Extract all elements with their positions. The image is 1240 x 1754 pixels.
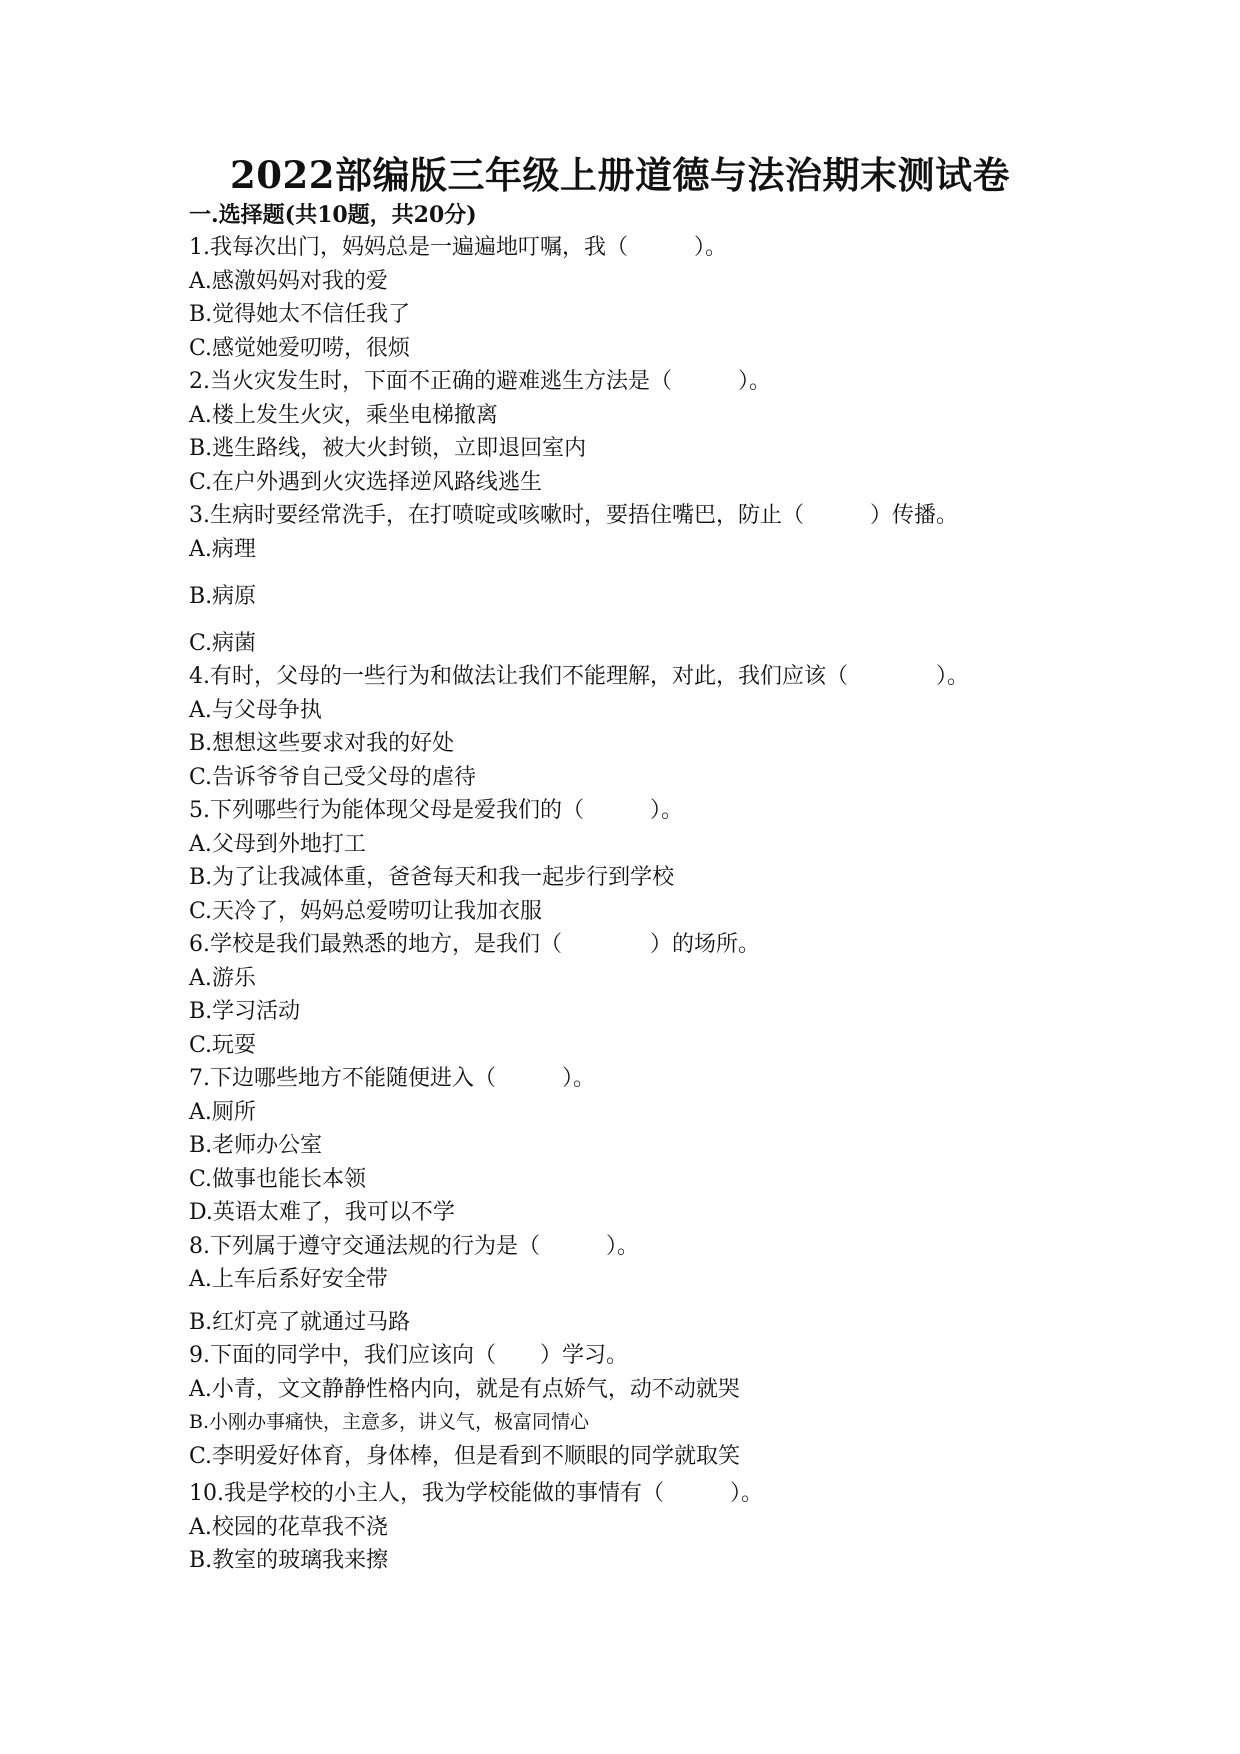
question-6-option-b: B.学习活动 bbox=[189, 999, 301, 1024]
question-3-option-c: C.病菌 bbox=[189, 630, 257, 656]
question-4-option-a: A.与父母争执 bbox=[189, 697, 322, 723]
question-5-option-c: C.天冷了，妈妈总爱唠叨让我加衣服 bbox=[189, 898, 543, 924]
question-7-option-a: A.厕所 bbox=[189, 1099, 256, 1125]
question-6-text: 6.学校是我们最熟悉的地方，是我们（ ）的场所。 bbox=[189, 932, 760, 957]
question-1-option-a: A.感激妈妈对我的爱 bbox=[189, 268, 388, 294]
question-7-option-c: C.做事也能长本领 bbox=[189, 1166, 367, 1192]
question-8-option-b: B.红灯亮了就通过马路 bbox=[189, 1309, 411, 1335]
question-2-option-a: A.楼上发生火灾，乘坐电梯撤离 bbox=[189, 402, 498, 428]
question-10-option-b: B.教室的玻璃我来擦 bbox=[189, 1548, 389, 1573]
question-8 bbox=[189, 1230, 1129, 1340]
question-6-option-c: C.玩耍 bbox=[189, 1032, 257, 1058]
question-1 bbox=[189, 231, 1129, 365]
question-3-option-a: A.病理 bbox=[189, 536, 256, 562]
question-3 bbox=[189, 499, 1129, 660]
question-8-text: 8.下列属于遵守交通法规的行为是（ ）。 bbox=[189, 1233, 639, 1259]
question-4-option-c: C.告诉爷爷自己受父母的虐待 bbox=[189, 764, 477, 790]
section-heading: 一.选择题(共10题，共20分) bbox=[189, 202, 477, 228]
question-1-option-b: B.觉得她太不信任我了 bbox=[189, 302, 411, 327]
page-title: 2022部编版三年级上册道德与法治期末测试卷 bbox=[230, 153, 1010, 197]
question-9-option-b: B.小刚办事痛快，主意多，讲义气，极富同情心 bbox=[189, 1411, 590, 1433]
question-7-option-d: D.英语太难了，我可以不学 bbox=[189, 1200, 455, 1225]
question-6 bbox=[189, 928, 1129, 1062]
question-list bbox=[189, 231, 1129, 1578]
question-9-option-c: C.李明爱好体育，身体棒，但是看到不顺眼的同学就取笑 bbox=[189, 1443, 741, 1469]
question-9-option-a: A.小青，文文静静性格内向，就是有点娇气，动不动就哭 bbox=[189, 1376, 740, 1402]
question-5-option-a: A.父母到外地打工 bbox=[189, 831, 366, 857]
question-5 bbox=[189, 794, 1129, 928]
question-8-option-a: A.上车后系好安全带 bbox=[189, 1267, 388, 1292]
question-9 bbox=[189, 1339, 1129, 1473]
question-2-text: 2.当火灾发生时，下面不正确的避难逃生方法是（ ）。 bbox=[189, 369, 771, 394]
question-2 bbox=[189, 365, 1129, 499]
question-2-option-b: B.逃生路线，被大火封锁，立即退回室内 bbox=[189, 436, 587, 461]
question-1-option-c: C.感觉她爱叨唠，很烦 bbox=[189, 335, 411, 361]
question-6-option-a: A.游乐 bbox=[189, 965, 256, 991]
question-4 bbox=[189, 660, 1129, 794]
question-10 bbox=[189, 1477, 1129, 1578]
question-5-text: 5.下列哪些行为能体现父母是爱我们的（ ）。 bbox=[189, 798, 683, 823]
question-7-text: 7.下边哪些地方不能随便进入（ ）。 bbox=[189, 1066, 595, 1091]
question-10-text: 10.我是学校的小主人，我为学校能做的事情有（ ）。 bbox=[189, 1481, 763, 1506]
question-5-option-b: B.为了让我减体重，爸爸每天和我一起步行到学校 bbox=[189, 865, 675, 890]
question-10-option-a: A.校园的花草我不浇 bbox=[189, 1514, 388, 1540]
question-7 bbox=[189, 1062, 1129, 1230]
question-3-option-b: B.病原 bbox=[189, 583, 257, 609]
question-3-text: 3.生病时要经常洗手，在打喷啶或咳嗽时，要捂住嘴巴，防止（ ）传播。 bbox=[189, 503, 958, 528]
question-2-option-c: C.在户外遇到火灾选择逆风路线逃生 bbox=[189, 469, 543, 495]
question-1-text: 1.我每次出门，妈妈总是一遍遍地叮嘱，我（ ）。 bbox=[189, 235, 727, 260]
question-4-option-b: B.想想这些要求对我的好处 bbox=[189, 731, 455, 756]
question-7-option-b: B.老师办公室 bbox=[189, 1133, 323, 1158]
question-4-text: 4.有时，父母的一些行为和做法让我们不能理解，对此，我们应该（ ）。 bbox=[189, 664, 969, 689]
question-9-text: 9.下面的同学中，我们应该向（ ）学习。 bbox=[189, 1343, 628, 1368]
